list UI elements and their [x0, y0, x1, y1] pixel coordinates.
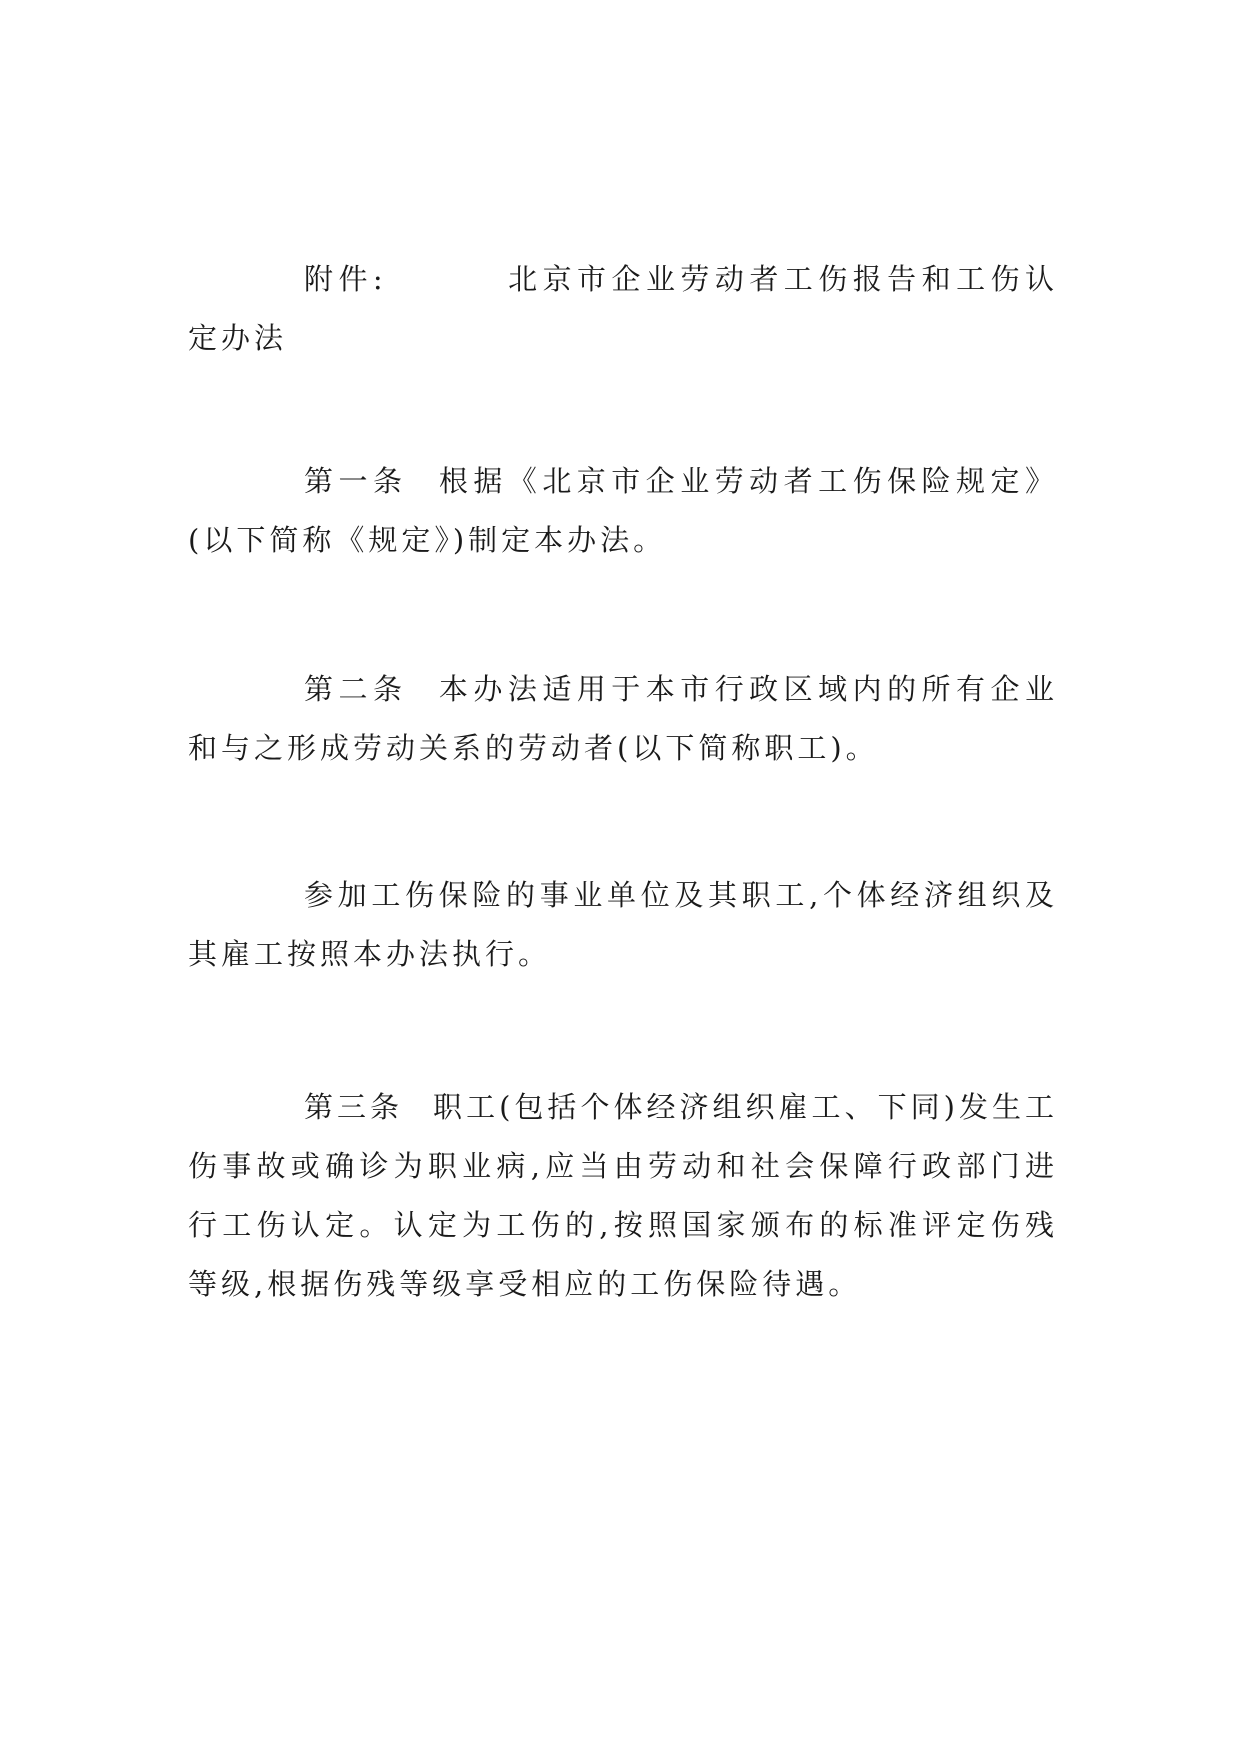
document-title: 北京市企业劳动者工伤报告和工伤认定办法 [188, 262, 1058, 355]
article-3 [188, 1078, 1058, 1314]
article-number: 第三条 [304, 1090, 404, 1124]
article-2 [188, 660, 1058, 778]
article-text: 参加工伤保险的事业单位及其职工,个体经济组织及其雇工按照本办法执行。 [188, 878, 1058, 971]
article-2-paragraph-2 [188, 866, 1058, 984]
article-1 [188, 452, 1058, 570]
article-text: 根据《北京市企业劳动者工伤保险规定》(以下简称《规定》)制定本办法。 [188, 464, 1058, 557]
article-number: 第二条 [304, 672, 408, 706]
article-text: 本办法适用于本市行政区域内的所有企业和与之形成劳动关系的劳动者(以下简称职工)。 [188, 672, 1058, 765]
article-number: 第一条 [304, 464, 408, 498]
document-heading [188, 250, 1058, 368]
article-text: 职工(包括个体经济组织雇工、下同)发生工伤事故或确诊为职业病,应当由劳动和社会保障行政部门进行工伤认定。认定为工伤的,按照国家颁布的标准评定伤残等级,根据伤残等级享受相应的工伤保险待遇。 [188, 1090, 1058, 1301]
attachment-label: 附件: [304, 262, 387, 296]
